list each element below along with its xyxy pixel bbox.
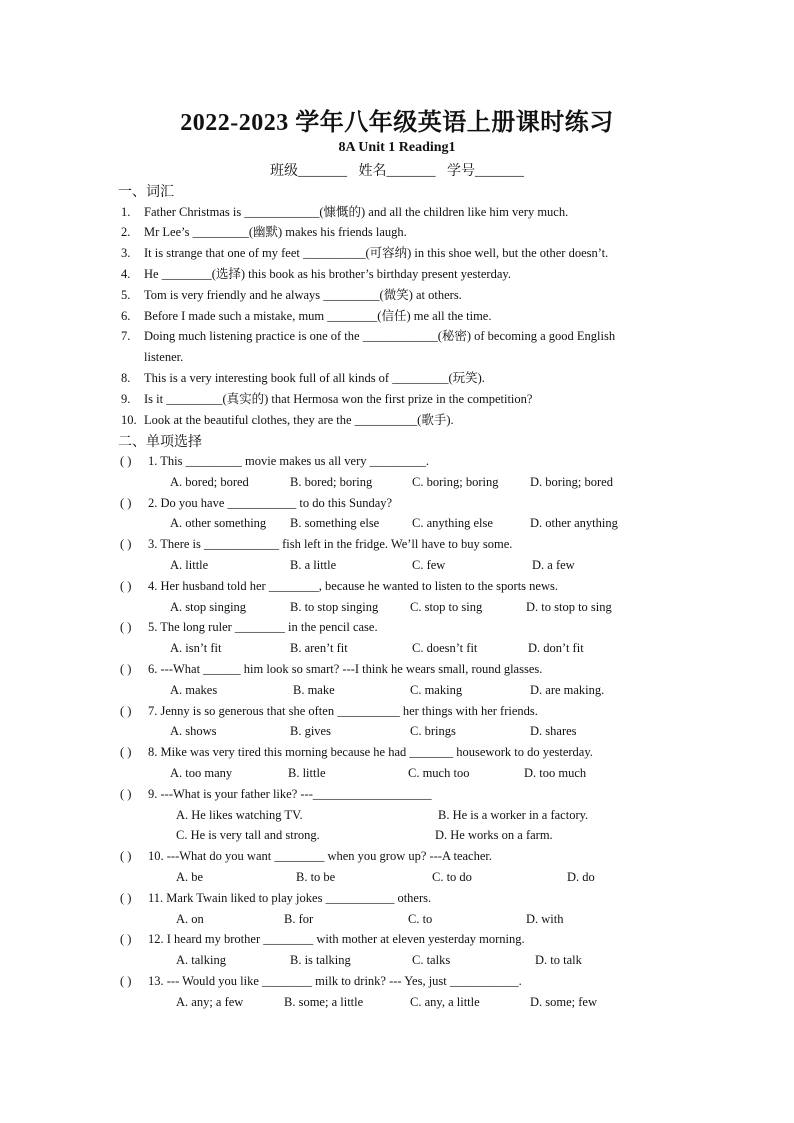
option-d: D. to talk xyxy=(535,953,582,967)
question-text: 12. I heard my brother ________ with mother at eleven yesterday morning. xyxy=(148,932,525,946)
option-b: B. something else xyxy=(290,516,380,530)
option-c: C. brings xyxy=(410,724,456,738)
vocab-number: 1. xyxy=(121,205,131,219)
option-b: B. for xyxy=(284,912,314,926)
option-d: D. other anything xyxy=(530,516,618,530)
option-b: B. bored; boring xyxy=(290,475,373,489)
option-d: D. are making. xyxy=(530,683,605,697)
option-a: A. shows xyxy=(170,724,217,738)
question-text: 8. Mike was very tired this morning because he had _______ housework to do yesterday. xyxy=(148,745,593,759)
answer-blank: ( ) xyxy=(120,932,132,946)
option-b: B. to be xyxy=(296,870,336,884)
question-text: 11. Mark Twain liked to play jokes ___________ others. xyxy=(148,891,432,905)
section-heading-choice: 二、单项选择 xyxy=(118,435,202,450)
answer-blank: ( ) xyxy=(120,579,132,593)
option-b: B. little xyxy=(288,766,326,780)
option-a: A. stop singing xyxy=(170,600,247,614)
name-field: 姓名_______ xyxy=(358,164,436,179)
page-subtitle: 8A Unit 1 Reading1 xyxy=(338,140,456,155)
answer-blank: ( ) xyxy=(120,704,132,718)
option-a: A. He likes watching TV. xyxy=(176,808,303,822)
option-d: D. He works on a farm. xyxy=(435,828,553,842)
question-text: 4. Her husband told her ________, because he wanted to listen to the sports news. xyxy=(148,579,558,593)
vocab-number: 4. xyxy=(121,267,131,281)
vocab-text: He ________(选择) this book as his brother’s birthday present yesterday. xyxy=(144,267,511,281)
option-b: B. make xyxy=(293,683,335,697)
option-d: D. some; few xyxy=(530,995,597,1009)
question-text: 3. There is ____________ fish left in the fridge. We’ll have to buy some. xyxy=(148,537,513,551)
answer-blank: ( ) xyxy=(120,454,132,468)
option-c: C. any, a little xyxy=(410,995,480,1009)
answer-blank: ( ) xyxy=(120,620,132,634)
option-a: A. bored; bored xyxy=(170,475,249,489)
option-a: A. talking xyxy=(176,953,226,967)
option-d: D. too much xyxy=(524,766,587,780)
vocab-text: Doing much listening practice is one of the ____________(秘密) of becoming a good English xyxy=(144,329,616,343)
option-d: D. shares xyxy=(530,724,577,738)
option-a: A. other something xyxy=(170,516,267,530)
option-a: A. little xyxy=(170,558,209,572)
vocab-text: Mr Lee’s _________(幽默) makes his friends laugh. xyxy=(144,225,407,239)
option-b: B. to stop singing xyxy=(290,600,379,614)
vocab-number: 10. xyxy=(121,413,137,427)
option-a: A. be xyxy=(176,870,204,884)
question-text: 7. Jenny is so generous that she often __________ her things with her friends. xyxy=(148,704,538,718)
vocab-number: 8. xyxy=(121,371,131,385)
answer-blank: ( ) xyxy=(120,891,132,905)
question-text: 13. --- Would you like ________ milk to drink? --- Yes, just ___________. xyxy=(148,974,522,988)
student-info-line xyxy=(0,160,794,180)
answer-blank: ( ) xyxy=(120,745,132,759)
vocab-number: 9. xyxy=(121,392,131,406)
question-text: 10. ---What do you want ________ when you grow up? ---A teacher. xyxy=(148,849,493,863)
option-d: D. don’t fit xyxy=(528,641,584,655)
option-b: B. gives xyxy=(290,724,331,738)
option-c: C. to do xyxy=(432,870,472,884)
vocab-number: 2. xyxy=(121,225,131,239)
question-text: 1. This _________ movie makes us all very _________. xyxy=(148,454,429,468)
vocab-text: This is a very interesting book full of all kinds of _________(玩笑). xyxy=(144,371,485,385)
option-c: C. stop to sing xyxy=(410,600,483,614)
class-field: 班级_______ xyxy=(270,164,347,179)
option-c: C. anything else xyxy=(412,516,493,530)
answer-blank: ( ) xyxy=(120,496,132,510)
option-d: D. a few xyxy=(532,558,575,572)
question-text: 6. ---What ______ him look so smart? ---I think he wears small, round glasses. xyxy=(148,662,543,676)
option-c: C. making xyxy=(410,683,463,697)
vocab-text: Look at the beautiful clothes, they are the __________(歌手). xyxy=(144,413,454,427)
option-c: C. doesn’t fit xyxy=(412,641,478,655)
question-text: 2. Do you have ___________ to do this Sunday? xyxy=(148,496,393,510)
vocab-text: Father Christmas is ____________(慷慨的) and all the children like him very much. xyxy=(144,205,569,219)
option-a: A. makes xyxy=(170,683,218,697)
option-d: D. to stop to sing xyxy=(526,600,612,614)
answer-blank: ( ) xyxy=(120,849,132,863)
option-c: C. few xyxy=(412,558,446,572)
number-field: 学号_______ xyxy=(447,164,524,179)
page-title: 2022-2023 学年八年级英语上册课时练习 xyxy=(180,110,614,136)
vocab-number: 5. xyxy=(121,288,131,302)
option-a: A. any; a few xyxy=(176,995,244,1009)
option-a: A. too many xyxy=(170,766,233,780)
answer-blank: ( ) xyxy=(120,787,132,801)
option-c: C. much too xyxy=(408,766,470,780)
option-d: D. with xyxy=(526,912,564,926)
question-text: 5. The long ruler ________ in the pencil case. xyxy=(148,620,378,634)
vocab-number: 3. xyxy=(121,246,131,260)
vocab-text: Before I made such a mistake, mum ________(信任) me all the time. xyxy=(144,309,492,323)
option-b: B. a little xyxy=(290,558,337,572)
vocab-text: It is strange that one of my feet __________(可容纳) in this shoe well, but the other doesn’t. xyxy=(144,246,609,260)
option-d: D. boring; bored xyxy=(530,475,613,489)
option-a: A. isn’t fit xyxy=(170,641,222,655)
option-a: A. on xyxy=(176,912,204,926)
answer-blank: ( ) xyxy=(120,537,132,551)
option-b: B. He is a worker in a factory. xyxy=(438,808,589,822)
vocab-text: Tom is very friendly and he always _________(微笑) at others. xyxy=(144,288,462,302)
vocab-number: 6. xyxy=(121,309,131,323)
question-text: 9. ---What is your father like? ---___________________ xyxy=(148,787,432,801)
option-c: C. He is very tall and strong. xyxy=(176,828,320,842)
vocab-text: Is it _________(真实的) that Hermosa won the first prize in the competition? xyxy=(144,392,533,406)
option-d: D. do xyxy=(567,870,595,884)
vocab-number: 7. xyxy=(121,329,131,343)
option-b: B. is talking xyxy=(290,953,351,967)
option-b: B. aren’t fit xyxy=(290,641,348,655)
option-c: C. to xyxy=(408,912,433,926)
answer-blank: ( ) xyxy=(120,662,132,676)
vocab-text-continuation: listener. xyxy=(144,350,184,364)
option-b: B. some; a little xyxy=(284,995,364,1009)
option-c: C. talks xyxy=(412,953,451,967)
section-heading-vocab: 一、词汇 xyxy=(118,185,174,200)
option-c: C. boring; boring xyxy=(412,475,499,489)
answer-blank: ( ) xyxy=(120,974,132,988)
